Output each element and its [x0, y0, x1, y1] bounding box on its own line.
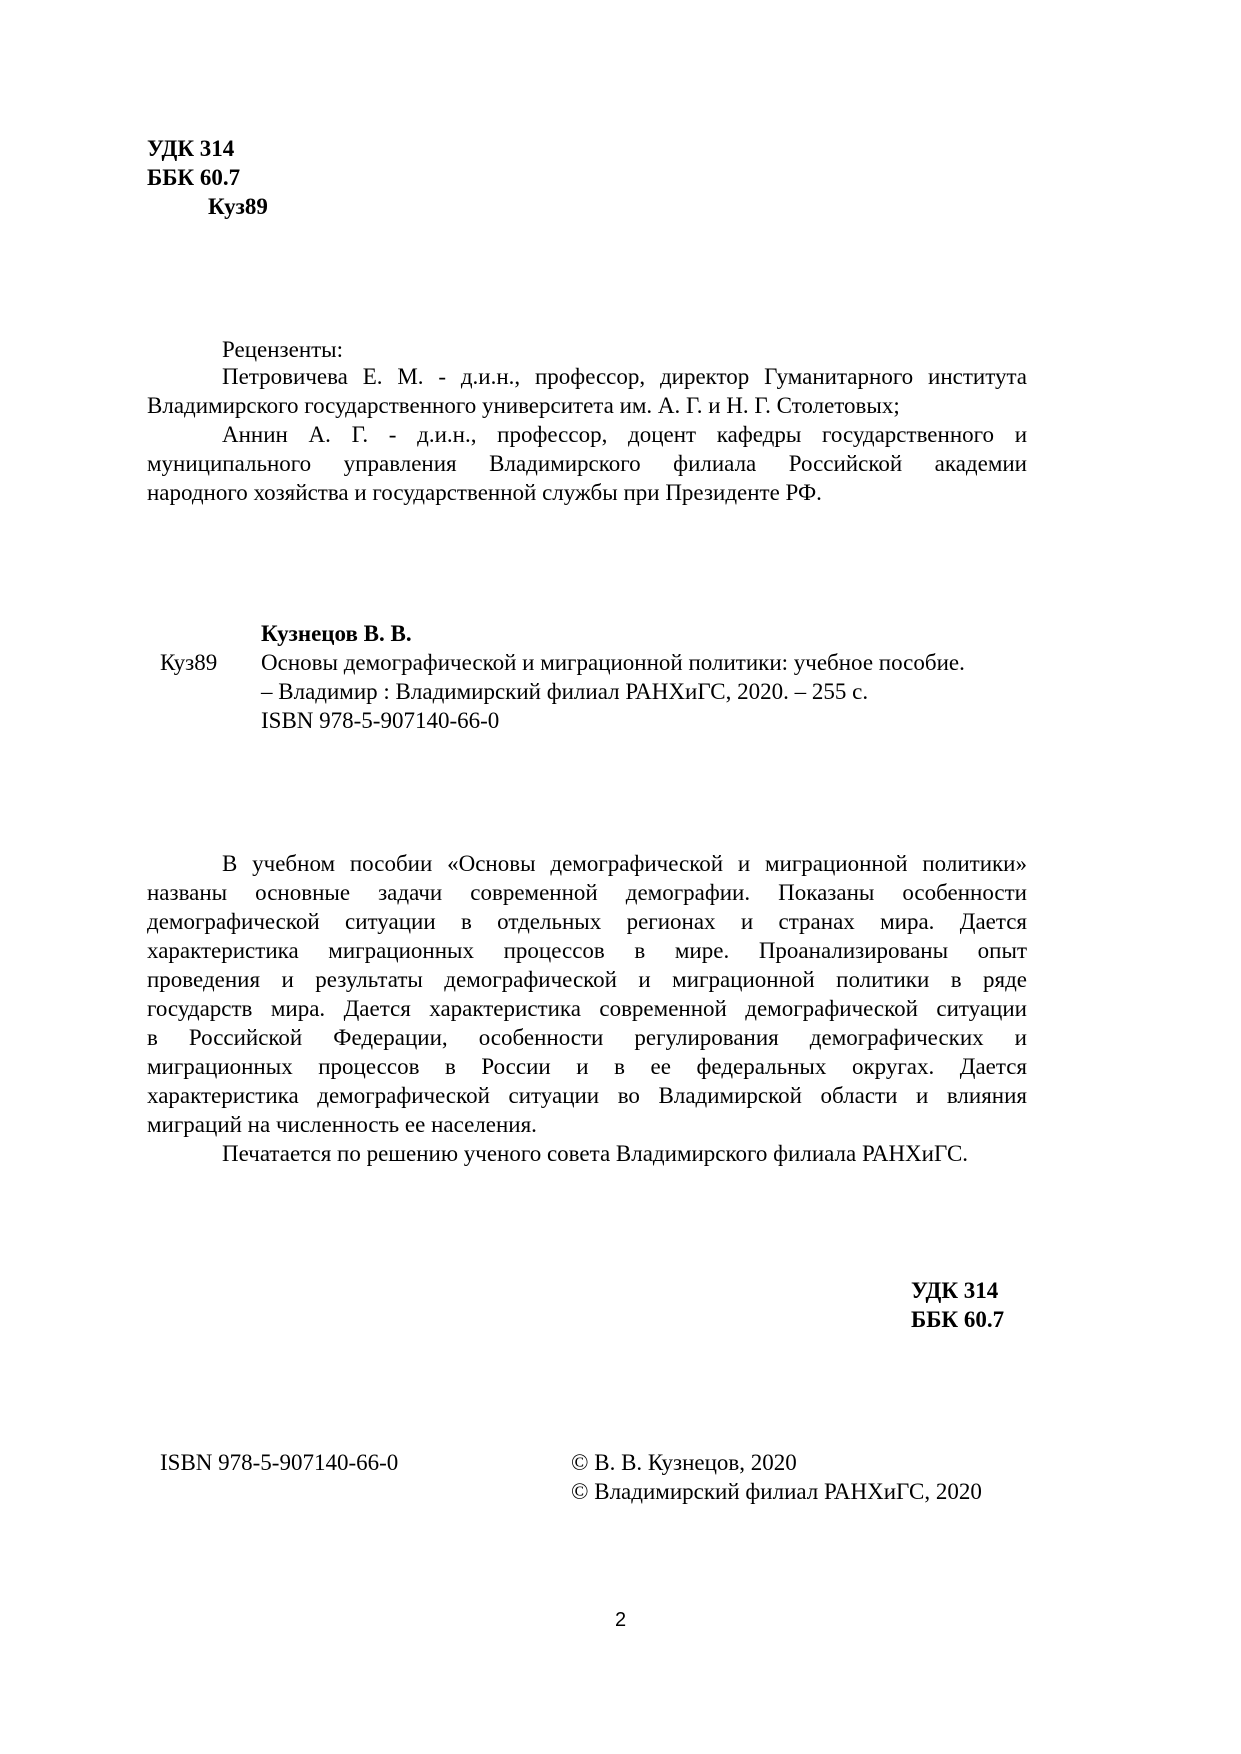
reviewer-2-line: Аннин А. Г. - д.и.н., профессор, доцент кафедры государственного и: [222, 422, 1027, 447]
abstract-line: характеристика миграционных процессов в мире. Проанализированы опыт: [147, 938, 1027, 963]
bbk-code: ББК 60.7: [147, 165, 241, 190]
bib-publication: – Владимир : Владимирский филиал РАНХиГС, 2020. – 255 с.: [261, 679, 869, 704]
reviewer-2-line: муниципального управления Владимирского филиала Российской академии: [147, 451, 1027, 476]
copyright-publisher: © Владимирский филиал РАНХиГС, 2020: [571, 1479, 982, 1504]
abstract-line: характеристика демографической ситуации во Владимирской области и влияния: [147, 1083, 1027, 1108]
abstract-line: в Российской Федерации, особенности регулирования демографических и: [147, 1025, 1027, 1050]
bib-author: Кузнецов В. В.: [261, 621, 412, 646]
abstract: [147, 849, 1027, 1168]
reviewer-1: [147, 362, 1027, 420]
reviewer-1-line: Петровичева Е. М. - д.и.н., профессор, директор Гуманитарного института: [222, 364, 1027, 389]
abstract-line: государств мира. Дается характеристика современной демографической ситуации: [147, 996, 1027, 1021]
reviewer-2-line: народного хозяйства и государственной службы при Президенте РФ.: [147, 480, 822, 505]
bib-title: Основы демографической и миграционной политики: учебное пособие.: [261, 650, 965, 675]
abstract-line: названы основные задачи современной демографии. Показаны особенности: [147, 880, 1027, 905]
copyright-isbn: ISBN 978-5-907140-66-0: [160, 1450, 399, 1475]
udk-code: УДК 314: [147, 136, 235, 161]
abstract-line: миграционных процессов в России и в ее федеральных округах. Дается: [147, 1054, 1027, 1079]
page-number: 2: [614, 1609, 627, 1631]
abstract-line: демографической ситуации в отдельных регионах и странах мира. Дается: [147, 909, 1027, 934]
footer-udk-code: УДК 314: [911, 1278, 999, 1303]
abstract-line: В учебном пособии «Основы демографической и миграционной политики»: [222, 851, 1027, 876]
print-note: Печатается по решению ученого совета Владимирского филиала РАНХиГС.: [222, 1141, 969, 1166]
reviewers-heading: Рецензенты:: [222, 337, 344, 362]
reviewer-1-line: Владимирского государственного университета им. А. Г. и Н. Г. Столетовых;: [147, 393, 900, 418]
reviewer-2: [147, 420, 1027, 507]
bib-mark: Куз89: [160, 650, 218, 675]
bib-isbn: ISBN 978-5-907140-66-0: [261, 708, 500, 733]
footer-bbk-code: ББК 60.7: [911, 1307, 1005, 1332]
author-mark: Куз89: [208, 194, 268, 219]
abstract-line: миграций на численность ее населения.: [147, 1112, 537, 1137]
abstract-line: проведения и результаты демографической и миграционной политики в ряде: [147, 967, 1027, 992]
copyright-author: © В. В. Кузнецов, 2020: [571, 1450, 797, 1475]
